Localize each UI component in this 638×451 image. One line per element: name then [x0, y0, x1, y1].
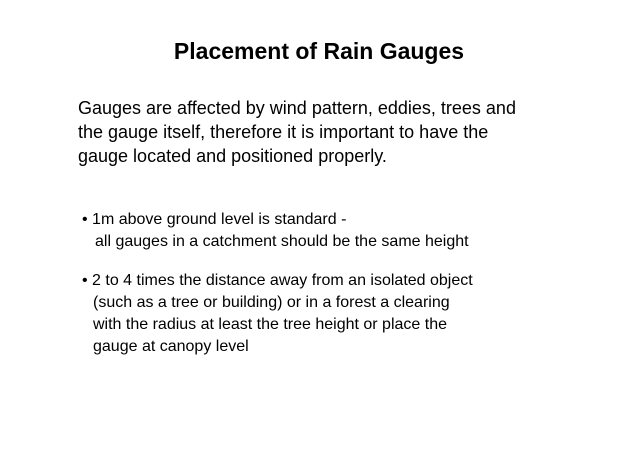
bullet-distance — [82, 270, 473, 358]
bullet-line: gauge at canopy level — [93, 338, 249, 355]
intro-line: gauge located and positioned properly. — [78, 146, 387, 166]
bullet-line: • 1m above ground level is standard - — [82, 211, 347, 228]
bullet-line: with the radius at least the tree height or place the — [93, 316, 447, 333]
bullet-line: • 2 to 4 times the distance away from an isolated object — [82, 272, 473, 289]
intro-paragraph — [78, 96, 598, 168]
bullet-ground-level — [82, 209, 469, 253]
intro-line: the gauge itself, therefore it is important to have the — [78, 122, 489, 142]
slide-title: Placement of Rain Gauges — [173, 38, 465, 64]
bullet-line: all gauges in a catchment should be the same height — [95, 233, 469, 250]
bullet-line: (such as a tree or building) or in a forest a clearing — [93, 294, 450, 311]
intro-line: Gauges are affected by wind pattern, eddies, trees and — [78, 98, 516, 118]
